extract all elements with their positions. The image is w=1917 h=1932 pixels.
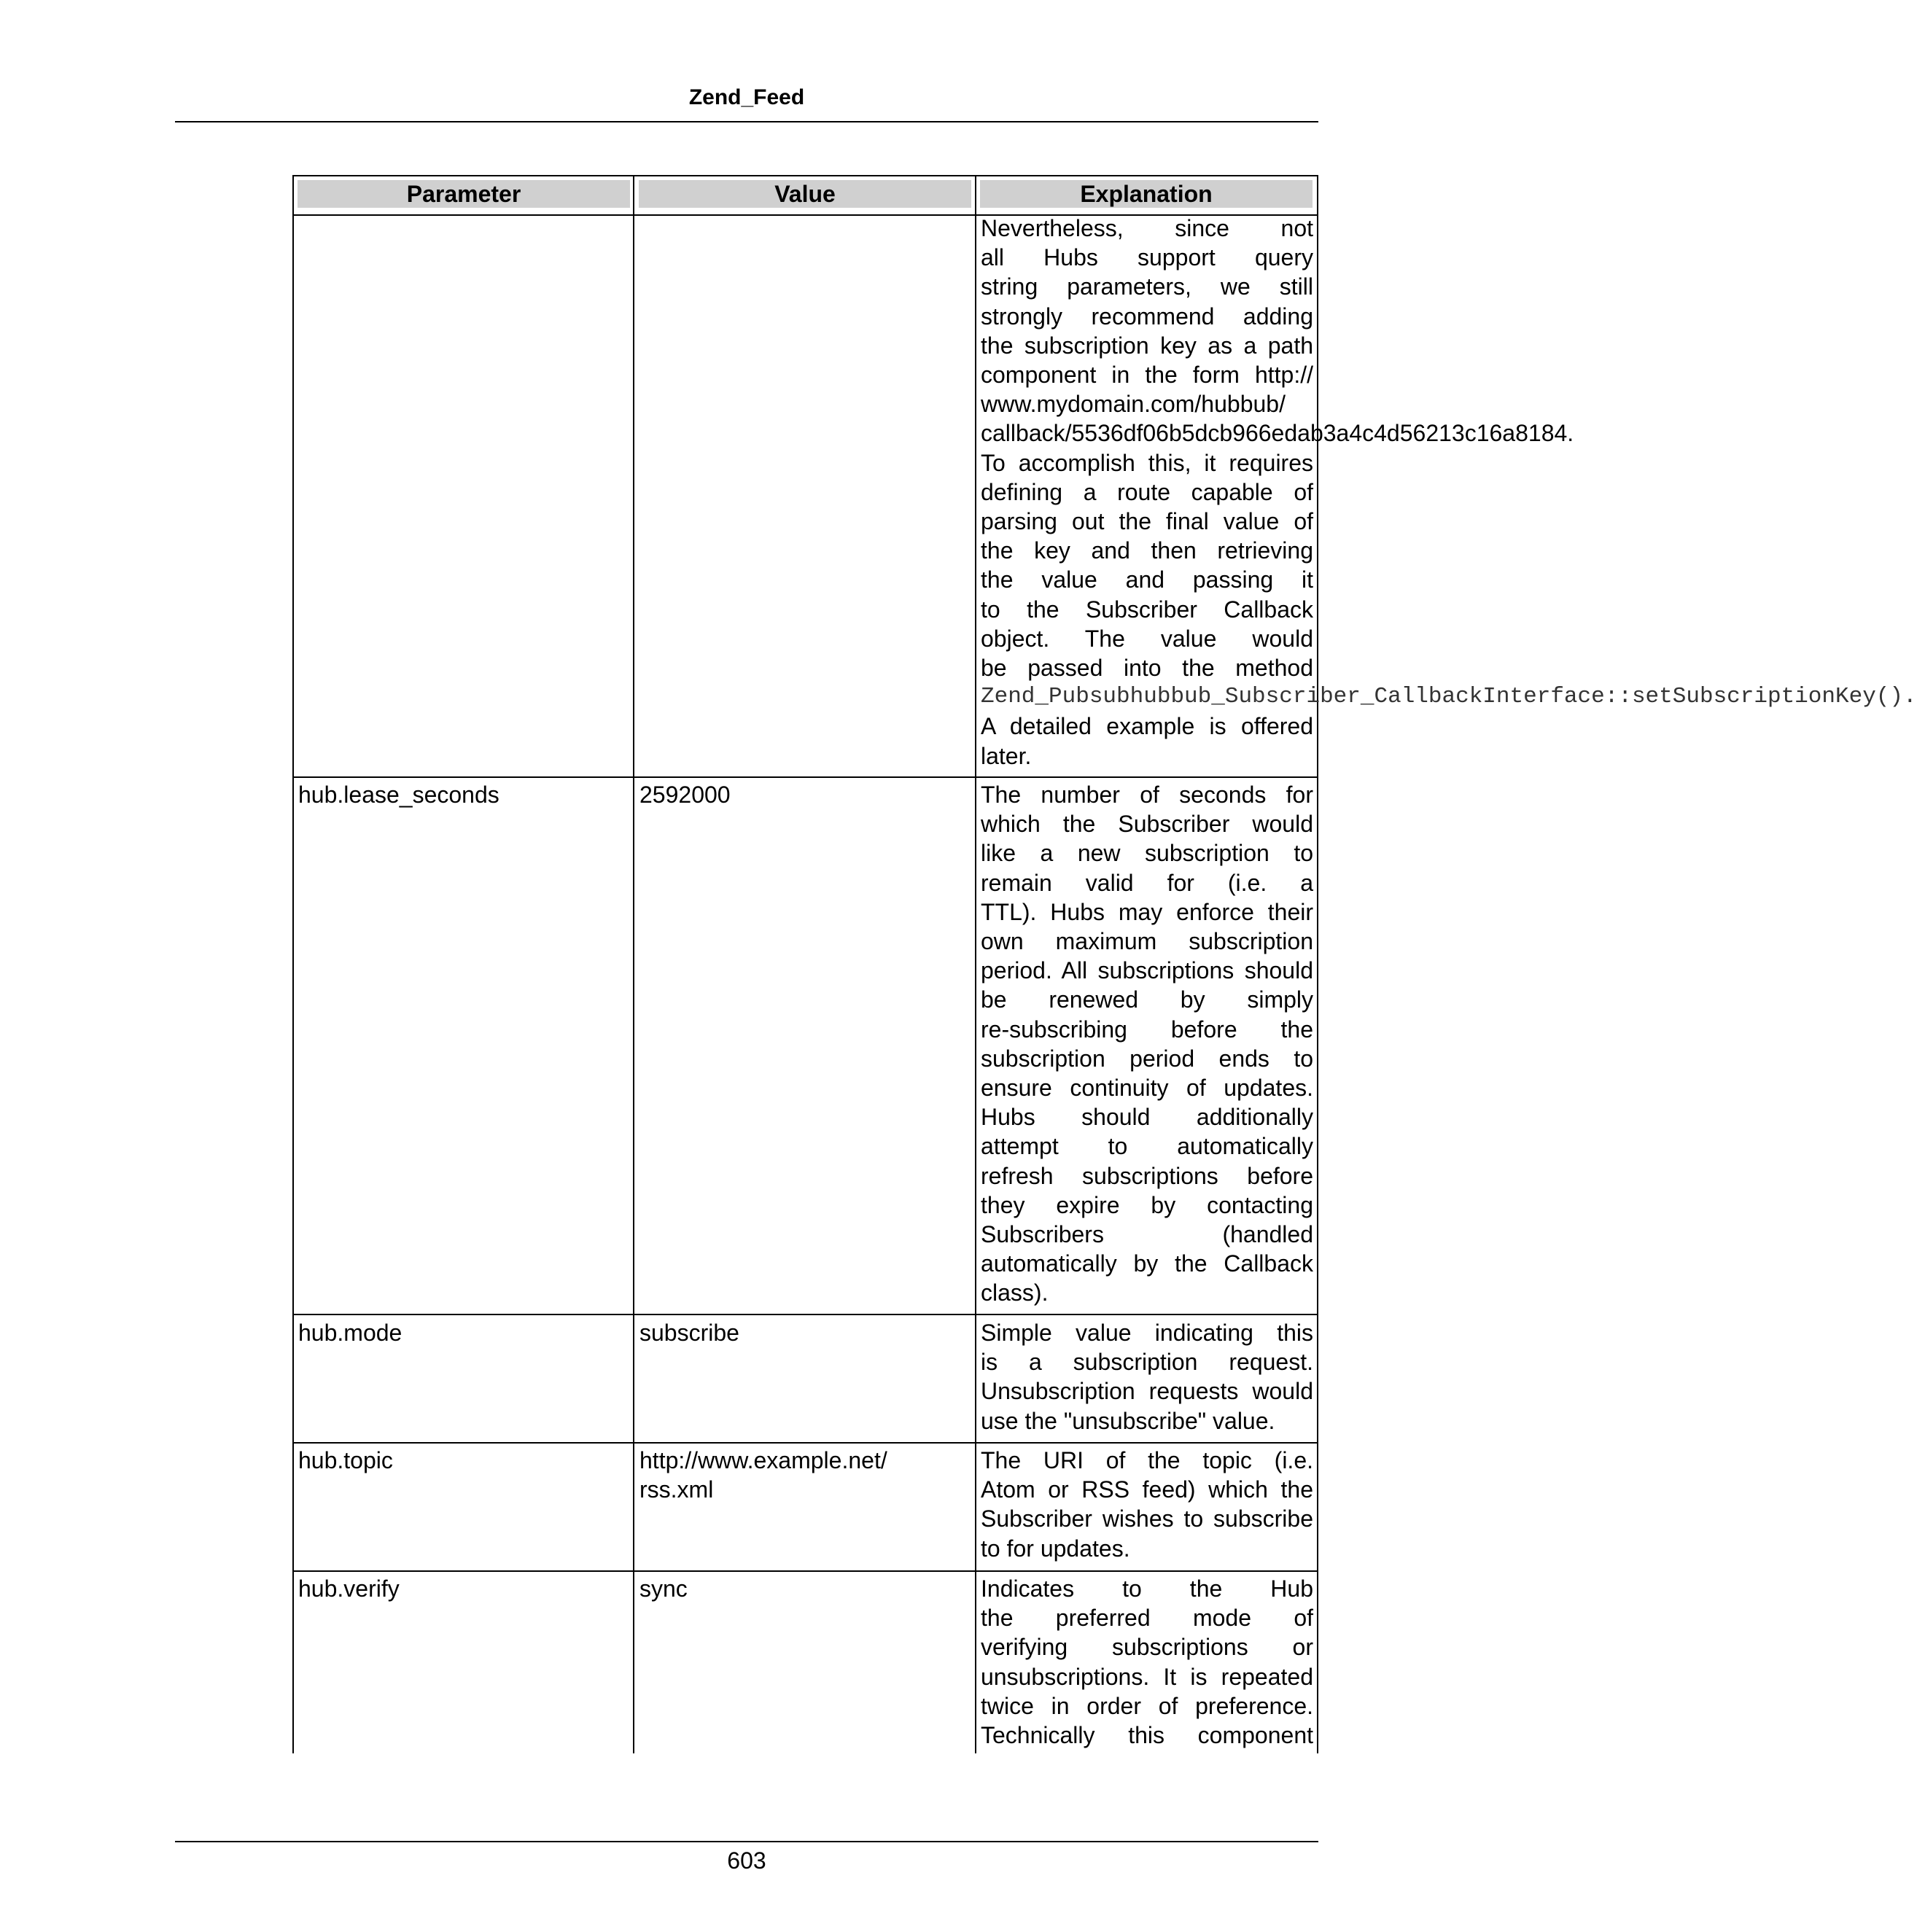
column-header-value: Value	[639, 180, 971, 208]
table-cell-value: subscribe	[639, 1320, 739, 1346]
table-cell-value: sync	[639, 1575, 688, 1602]
text-line: component in the form http://	[981, 362, 1313, 389]
text-line: later.	[981, 742, 1032, 769]
footer-rule	[175, 1841, 1318, 1842]
row-divider	[292, 776, 1318, 778]
text-line: www.mydomain.com/hubbub/	[981, 391, 1286, 418]
header-rule	[175, 121, 1318, 122]
text-line: verifying subscriptions or	[981, 1634, 1313, 1661]
row-divider	[292, 1570, 1318, 1572]
text-line: re-subscribing before the	[981, 1016, 1313, 1043]
text-line: string parameters, we still	[981, 273, 1313, 300]
text-line: The number of seconds for	[981, 782, 1313, 808]
callback-url-line: callback/5536df06b5dcb966edab3a4c4d56213c16a8184.	[981, 420, 1574, 447]
text-line: remain valid for (i.e. a	[981, 869, 1313, 896]
text-line: is a subscription request.	[981, 1349, 1313, 1376]
table-cell-parameter: hub.mode	[298, 1320, 403, 1346]
text-line: Indicates to the Hub	[981, 1575, 1313, 1602]
table-left-border	[292, 175, 294, 1753]
text-line: unsubscriptions. It is repeated	[981, 1663, 1313, 1690]
text-line: the value and passing it	[981, 566, 1313, 593]
table-cell-parameter: hub.topic	[298, 1447, 393, 1473]
table-cell-explanation	[981, 780, 1313, 1308]
text-line: Simple value indicating this	[981, 1320, 1313, 1346]
text-line: twice in order of preference.	[981, 1692, 1313, 1719]
text-line: strongly recommend adding	[981, 303, 1313, 330]
text-line: own maximum subscription	[981, 928, 1313, 955]
column-header-explanation: Explanation	[980, 180, 1313, 208]
table-top-border	[292, 175, 1318, 176]
text-line: A detailed example is offered	[981, 713, 1313, 740]
text-line: like a new subscription to	[981, 840, 1313, 867]
table-cell-explanation	[981, 1446, 1313, 1563]
row-divider	[292, 1442, 1318, 1444]
text-line: the preferred mode of	[981, 1605, 1313, 1632]
parameter-table	[292, 175, 1917, 1753]
text-line: Hubs should additionally	[981, 1104, 1313, 1131]
text-line: http://www.example.net/	[639, 1447, 887, 1473]
text-line: object. The value would	[981, 625, 1313, 652]
page-number: 603	[727, 1847, 766, 1874]
text-line: Nevertheless, since not	[981, 215, 1313, 241]
text-line: use the "unsubscribe" value.	[981, 1407, 1275, 1434]
text-line: the key and then retrieving	[981, 537, 1313, 564]
row-divider	[292, 1314, 1318, 1315]
text-line: class).	[981, 1279, 1049, 1306]
text-line: period. All subscriptions should	[981, 957, 1313, 984]
text-line: which the Subscriber would	[981, 811, 1313, 838]
column-divider-1	[633, 175, 634, 1753]
column-header-parameter: Parameter	[298, 180, 630, 208]
method-name-code: Zend_Pubsubhubbub_Subscriber_CallbackInterface::setSubscriptionKey().	[981, 684, 1917, 710]
text-line: all Hubs support query	[981, 244, 1313, 271]
table-cell-parameter: hub.verify	[298, 1575, 400, 1602]
text-line: rss.xml	[639, 1476, 714, 1503]
text-line: Unsubscription requests would	[981, 1378, 1313, 1405]
text-line: attempt to automatically	[981, 1133, 1313, 1160]
text-line: Subscriber wishes to subscribe	[981, 1506, 1313, 1532]
table-cell-value: 2592000	[639, 782, 731, 808]
text-line: automatically by the Callback	[981, 1250, 1313, 1277]
text-line: be renewed by simply	[981, 986, 1313, 1013]
text-line: Subscribers (handled	[981, 1221, 1313, 1248]
text-line: to the Subscriber Callback	[981, 596, 1313, 623]
table-cell-value	[639, 1446, 968, 1504]
text-line: parsing out the final value of	[981, 508, 1313, 535]
text-line: they expire by contacting	[981, 1191, 1313, 1218]
column-divider-2	[975, 175, 976, 1753]
text-line: To accomplish this, it requires	[981, 449, 1313, 476]
text-line: be passed into the method	[981, 655, 1313, 682]
running-header-title: Zend_Feed	[688, 85, 805, 109]
text-line: to for updates.	[981, 1535, 1130, 1562]
text-line: Atom or RSS feed) which the	[981, 1476, 1313, 1503]
text-line: TTL). Hubs may enforce their	[981, 898, 1313, 925]
table-right-border	[1317, 175, 1318, 1753]
table-cell-parameter: hub.lease_seconds	[298, 782, 499, 808]
text-line: subscription period ends to	[981, 1045, 1313, 1072]
table-cell-explanation	[981, 1574, 1313, 1750]
text-line: ensure continuity of updates.	[981, 1075, 1313, 1102]
text-line: defining a route capable of	[981, 478, 1313, 505]
text-line: Technically this component	[981, 1722, 1313, 1749]
text-line: the subscription key as a path	[981, 332, 1313, 359]
continued-row-explanation	[981, 214, 1917, 771]
text-line: The URI of the topic (i.e.	[981, 1447, 1313, 1473]
table-cell-explanation	[981, 1318, 1313, 1436]
text-line: refresh subscriptions before	[981, 1162, 1313, 1189]
